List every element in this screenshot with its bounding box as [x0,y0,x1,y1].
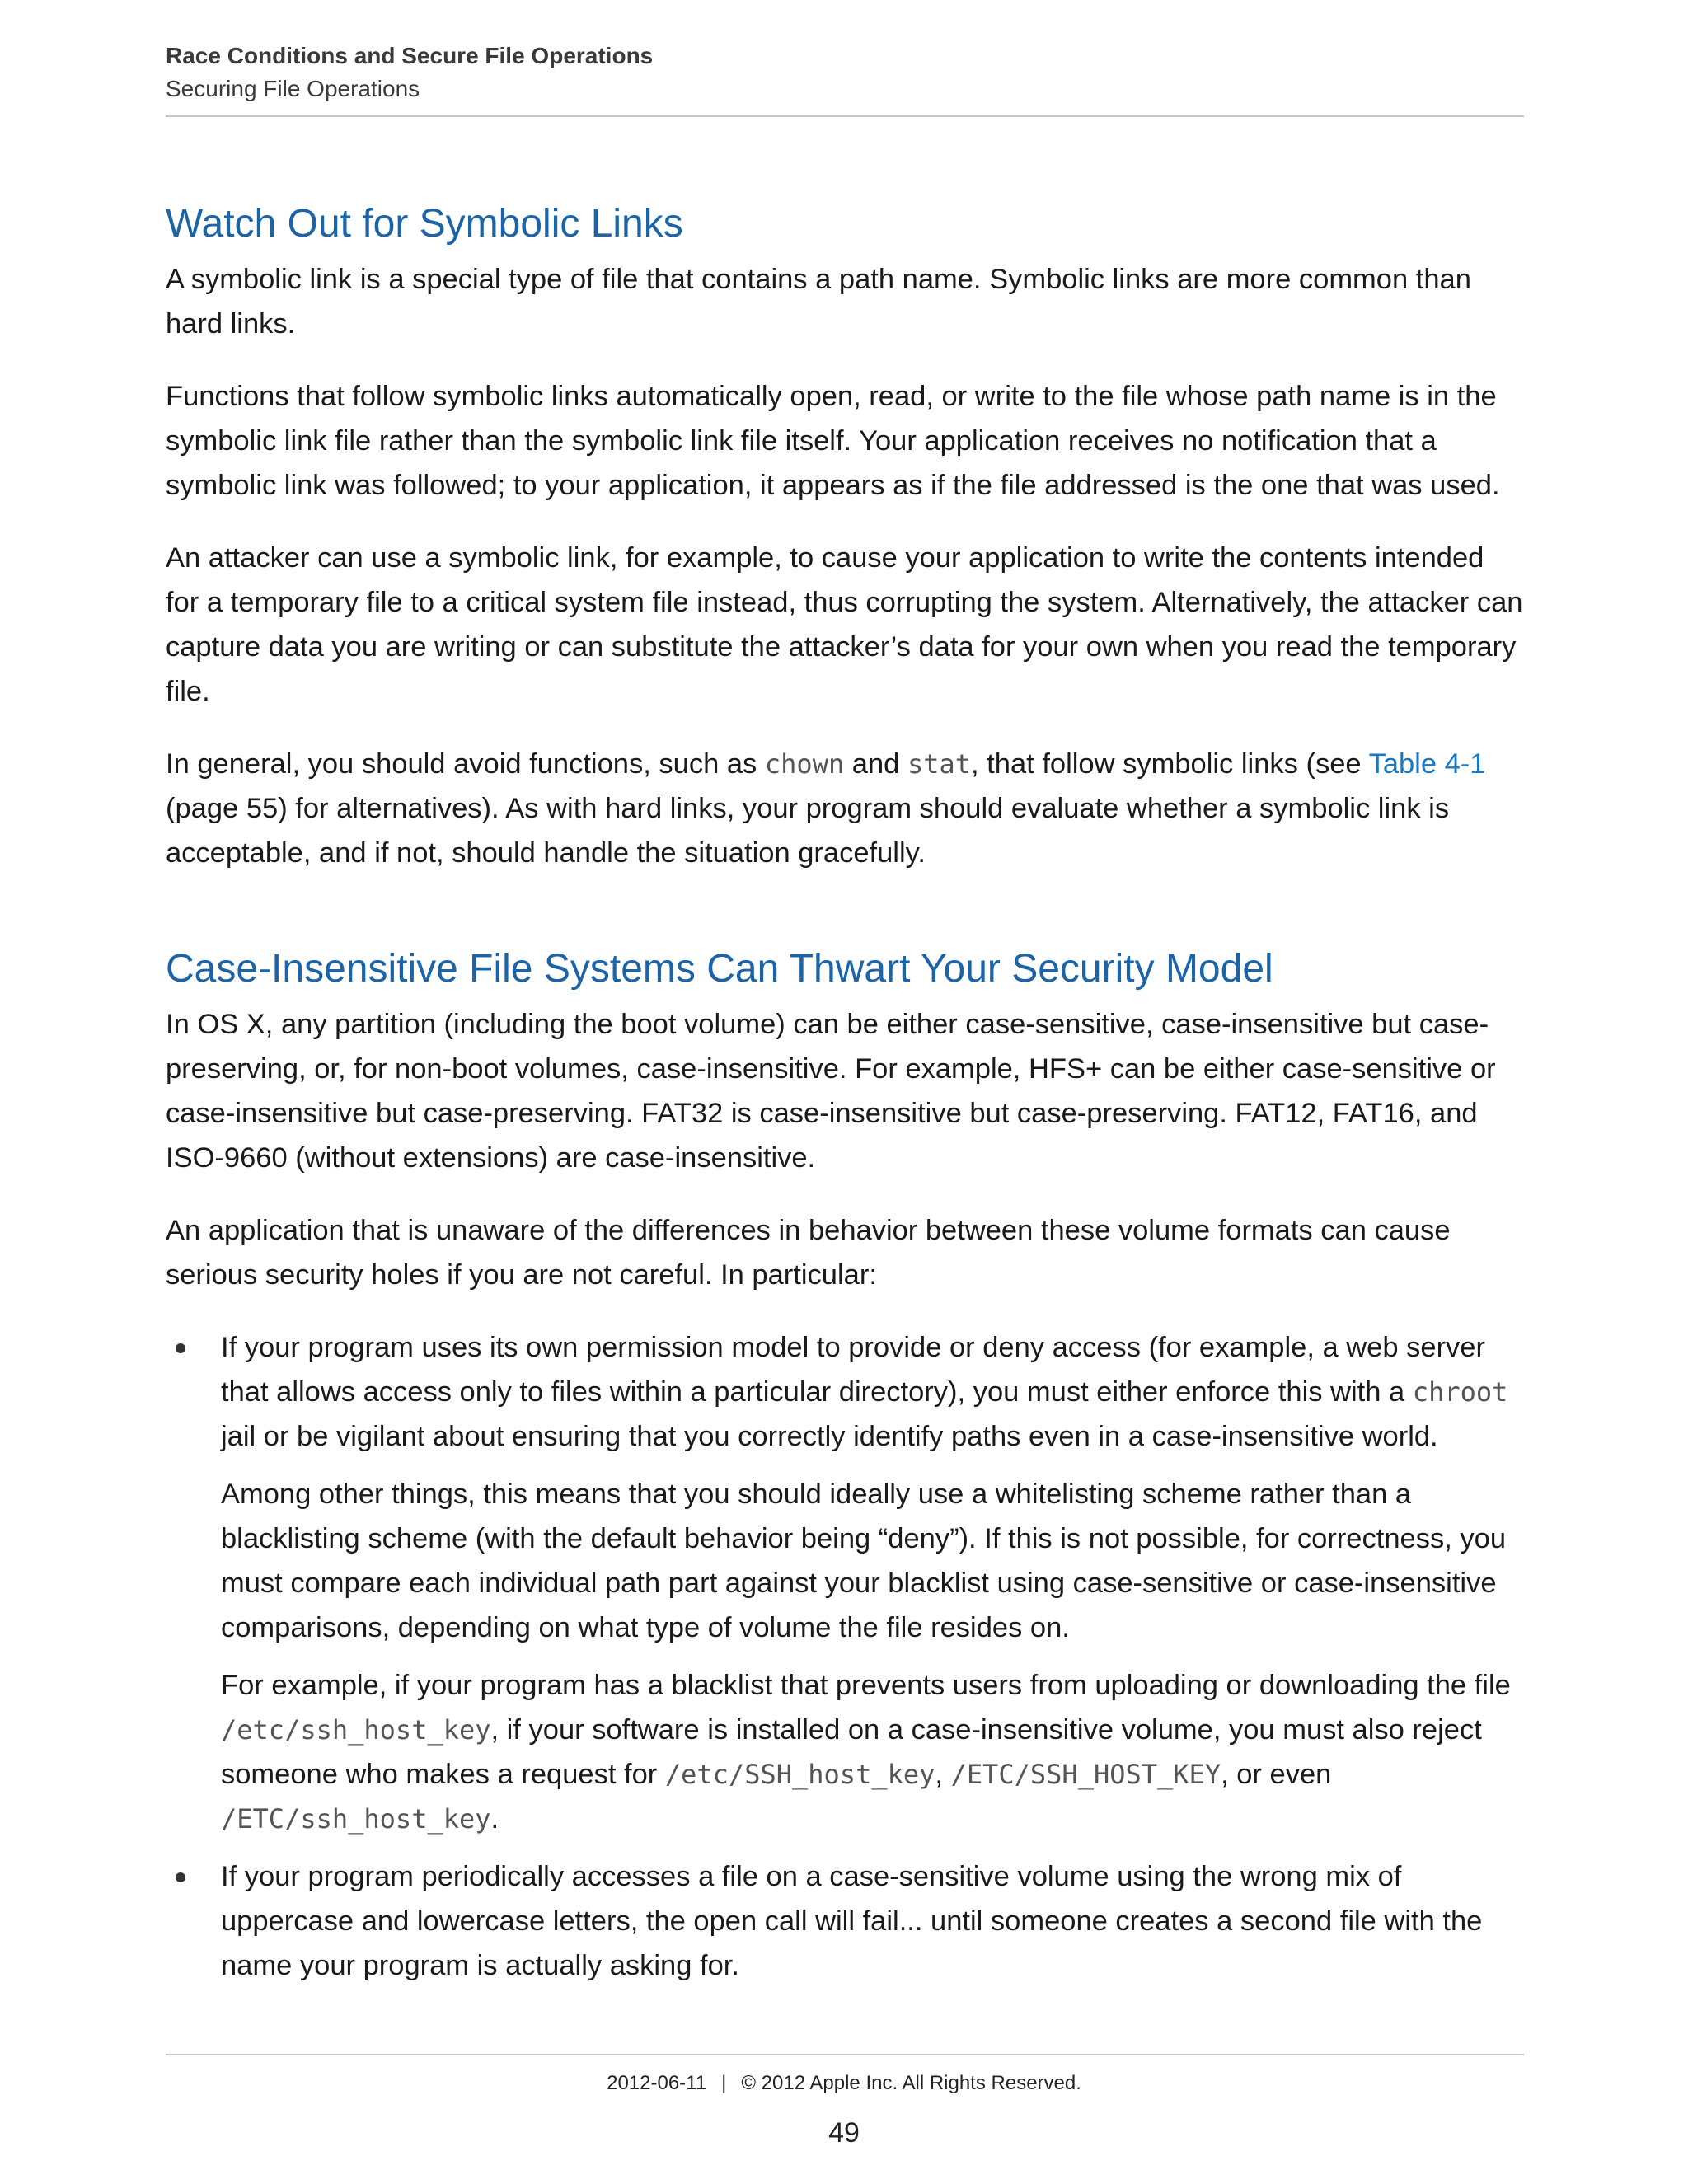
text-run: and [844,748,907,780]
paragraph: An attacker can use a symbolic link, for example, to cause your application to write the contents intended for a temporary file to a critical system file instead, thus corrupting the system. Alternatively, the attacker can capture data you are writing or can substitute the attacker’s data for your own when you read the temporary file. [166,542,1523,707]
paragraph [166,742,1524,875]
paragraph: In OS X, any partition (including the boot volume) can be either case-sensitive, case-insensitive but case-preserving, or, for non-boot volumes, case-insensitive. For example, HFS+ can be either case-sensitive or case-insensitive but case-preserving. FAT32 is case-insensitive but case-preserving. FAT12, FAT16, and ISO-9660 (without extensions) are case-insensitive. [166,1009,1496,1174]
list-item [166,1854,1524,1988]
running-header [166,36,1524,117]
code-path: /ETC/ssh_host_key [221,1803,491,1835]
text-run: , that follow symbolic links (see [971,748,1369,780]
text-run: , [935,1759,951,1790]
paragraph: Among other things, this means that you should ideally use a whitelisting scheme rather than a blacklisting scheme (with the default behavior being “deny”). If this is not possible, for correctness, you must compare each individual path part against your blacklist using case-sensitive or case-insensitive comparisons, depending on what type of volume the file resides on. [221,1479,1507,1643]
chapter-title: Race Conditions and Secure File Operations [166,43,654,68]
code-chroot: chroot [1412,1376,1508,1408]
bullet-icon [176,1343,185,1353]
heading-case-insensitive: Case-Insensitive File Systems Can Thwart Your Security Model [166,947,1273,991]
main-content [166,198,1524,2001]
footer-date: 2012-06-11 [607,2072,707,2094]
paragraph [221,1325,1524,1459]
code-stat: stat [907,748,972,780]
list-item [166,1325,1524,1841]
text-run: For example, if your program has a blacklist that prevents users from uploading or downloading the file [221,1670,1511,1701]
paragraph: An application that is unaware of the differences in behavior between these volume formats can cause serious security holes if you are not careful. In particular: [166,1215,1451,1291]
heading-symbolic-links: Watch Out for Symbolic Links [166,202,683,246]
code-path: /ETC/SSH_HOST_KEY [950,1759,1221,1790]
text-run: In general, you should avoid functions, such as [166,748,765,780]
page-footer [0,2067,1688,2100]
bullet-list [166,1325,1524,1988]
page-number: 49 [828,2117,860,2149]
text-run: , if your software is installed on a case-insensitive volume, you must also reject someone who makes a request for [221,1714,1482,1790]
footer-separator: | [721,2072,727,2094]
text-run: If your program uses its own permission model to provide or deny access (for example, a web server that allows access only to files within a particular directory), you must either enforce this with a [221,1332,1485,1408]
text-run: (page 55) for alternatives). As with hard links, your program should evaluate whether a symbolic link is acceptable, and if not, should handle the situation gracefully. [166,793,1450,869]
section-title: Securing File Operations [166,76,420,101]
code-path: /etc/ssh_host_key [221,1714,491,1746]
paragraph [221,1663,1524,1841]
paragraph: Functions that follow symbolic links automatically open, read, or write to the file whose path name is in the symbolic link file rather than the symbolic link file itself. Your application receives no notification that a symbolic link was followed; to your application, it appears as if the file addressed is the one that was used. [166,381,1500,501]
paragraph: If your program periodically accesses a file on a case-sensitive volume using the wrong mix of uppercase and lowercase letters, the open call will fail... until someone creates a second file with the name your program is actually asking for. [221,1861,1483,1981]
text-run: . [490,1803,499,1835]
text-run: jail or be vigilant about ensuring that you correctly identify paths even in a case-insensitive world. [221,1421,1438,1452]
footer-divider [166,2054,1524,2055]
code-path: /etc/SSH_host_key [664,1759,935,1790]
footer-copyright: © 2012 Apple Inc. All Rights Reserved. [741,2072,1081,2094]
paragraph: A symbolic link is a special type of file that contains a path name. Symbolic links are more common than hard links. [166,264,1471,340]
code-chown: chown [764,748,845,780]
text-run: , or even [1221,1759,1332,1790]
table-4-1-link[interactable]: Table 4-1 [1368,748,1486,780]
bullet-icon [176,1872,185,1882]
